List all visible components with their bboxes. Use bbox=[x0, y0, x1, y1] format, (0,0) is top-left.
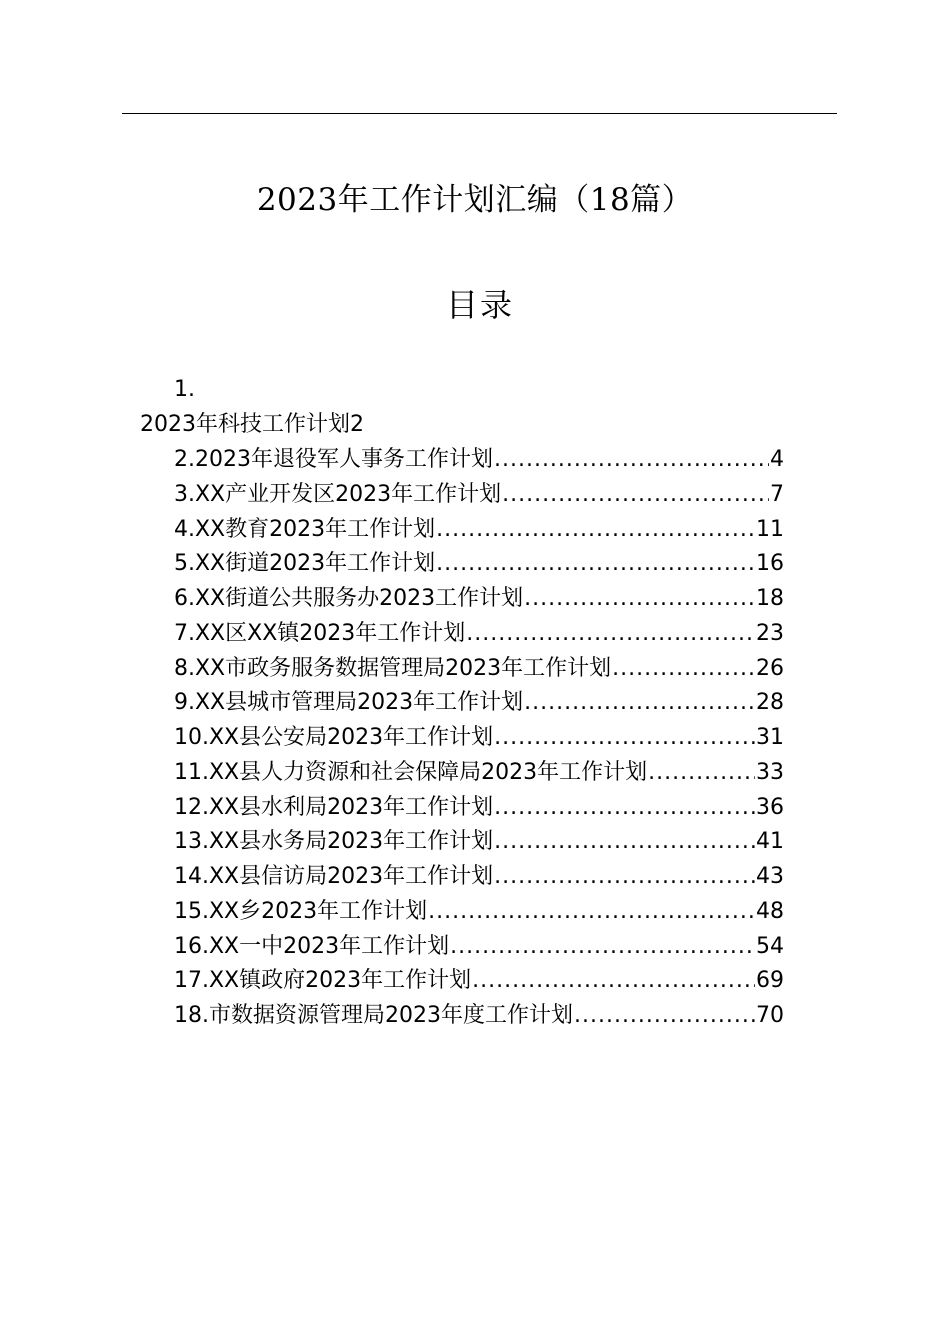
toc-entry-text: 18.市数据资源管理局2023年度工作计划 bbox=[174, 1003, 573, 1028]
toc-entry-text: 3.XX产业开发区2023年工作计划 bbox=[174, 481, 502, 507]
toc-page-number: 26 bbox=[756, 655, 784, 681]
toc-entry[interactable] bbox=[174, 825, 784, 860]
toc-entry[interactable] bbox=[174, 617, 784, 652]
toc-entry-text: 12.XX县水利局2023年工作计划 bbox=[174, 794, 494, 820]
toc-page-number: 16 bbox=[756, 551, 784, 577]
toc-dot-leader bbox=[524, 686, 755, 721]
toc-dot-leader bbox=[450, 930, 755, 965]
toc-entry-text: 14.XX县信访局2023年工作计划 bbox=[174, 864, 494, 889]
toc-entry[interactable] bbox=[174, 443, 784, 478]
toc-dot-leader bbox=[436, 513, 755, 548]
toc-page-number: 43 bbox=[756, 864, 784, 889]
toc-entry-text: 6.XX街道公共服务办2023工作计划 bbox=[174, 586, 524, 611]
toc-page-number: 31 bbox=[756, 725, 784, 750]
toc-entry-text: 9.XX县城市管理局2023年工作计划 bbox=[174, 690, 524, 716]
toc-entry[interactable] bbox=[174, 791, 784, 826]
toc-page-number: 41 bbox=[756, 829, 784, 855]
toc-page-number: 7 bbox=[770, 481, 784, 507]
toc-page-number: 18 bbox=[756, 586, 784, 611]
toc-entry-text: 8.XX市政务服务数据管理局2023年工作计划 bbox=[174, 655, 612, 681]
toc-dot-leader bbox=[494, 860, 755, 895]
toc-dot-leader bbox=[494, 825, 755, 860]
toc-entry[interactable] bbox=[174, 582, 784, 617]
toc-entry[interactable] bbox=[174, 756, 784, 791]
toc-dot-leader bbox=[524, 582, 755, 617]
toc-dot-leader bbox=[466, 617, 755, 652]
toc-dot-leader bbox=[436, 547, 755, 582]
toc-list bbox=[174, 443, 784, 1034]
toc-dot-leader bbox=[574, 999, 755, 1034]
header-rule bbox=[122, 113, 837, 114]
toc-page-number: 36 bbox=[756, 794, 784, 820]
toc-entry[interactable] bbox=[174, 652, 784, 687]
toc-entry[interactable] bbox=[174, 999, 784, 1034]
toc-entry[interactable] bbox=[174, 895, 784, 930]
toc-dot-leader bbox=[494, 443, 769, 478]
toc-page-number: 48 bbox=[756, 898, 784, 924]
toc-page-number: 69 bbox=[756, 968, 784, 994]
toc-entry[interactable] bbox=[174, 513, 784, 548]
toc-entry[interactable] bbox=[174, 721, 784, 756]
toc-page-number: 33 bbox=[756, 759, 784, 785]
document-title: 2023年工作计划汇编（18篇） bbox=[256, 182, 694, 218]
toc-entry-text: 5.XX街道2023年工作计划 bbox=[174, 551, 436, 577]
toc-entry[interactable] bbox=[174, 686, 784, 721]
toc-page-number: 23 bbox=[756, 620, 784, 646]
toc-dot-leader bbox=[612, 652, 755, 687]
toc-entry[interactable] bbox=[174, 478, 784, 513]
toc-entry-text: 10.XX县公安局2023年工作计划 bbox=[174, 725, 494, 750]
toc-entry-text: 4.XX教育2023年工作计划 bbox=[174, 516, 436, 542]
toc-entry-text: 15.XX乡2023年工作计划 bbox=[174, 898, 428, 924]
toc-entry-text: 13.XX县水务局2023年工作计划 bbox=[174, 829, 494, 855]
toc-first-entry-text[interactable]: 2023年科技工作计划2 bbox=[140, 412, 364, 437]
toc-dot-leader bbox=[428, 895, 755, 930]
toc-page-number: 70 bbox=[756, 1003, 784, 1028]
toc-dot-leader bbox=[502, 478, 769, 513]
toc-entry-text: 17.XX镇政府2023年工作计划 bbox=[174, 968, 472, 994]
toc-heading: 目录 bbox=[445, 286, 514, 324]
toc-first-entry-number[interactable]: 1. bbox=[174, 377, 195, 402]
toc-entry[interactable] bbox=[174, 547, 784, 582]
toc-dot-leader bbox=[648, 756, 755, 791]
toc-page-number: 28 bbox=[756, 690, 784, 716]
toc-dot-leader bbox=[472, 964, 755, 999]
toc-entry-text: 2.2023年退役军人事务工作计划 bbox=[174, 447, 493, 472]
toc-entry[interactable] bbox=[174, 930, 784, 965]
toc-entry[interactable] bbox=[174, 964, 784, 999]
toc-page-number: 11 bbox=[756, 516, 784, 542]
toc-page-number: 4 bbox=[770, 447, 784, 472]
toc-dot-leader bbox=[494, 721, 755, 756]
toc-entry-text: 16.XX一中2023年工作计划 bbox=[174, 933, 450, 959]
toc-entry[interactable] bbox=[174, 860, 784, 895]
toc-dot-leader bbox=[494, 791, 755, 826]
toc-page-number: 54 bbox=[756, 933, 784, 959]
toc-entry-text: 11.XX县人力资源和社会保障局2023年工作计划 bbox=[174, 759, 648, 785]
toc-entry-text: 7.XX区XX镇2023年工作计划 bbox=[174, 620, 466, 646]
